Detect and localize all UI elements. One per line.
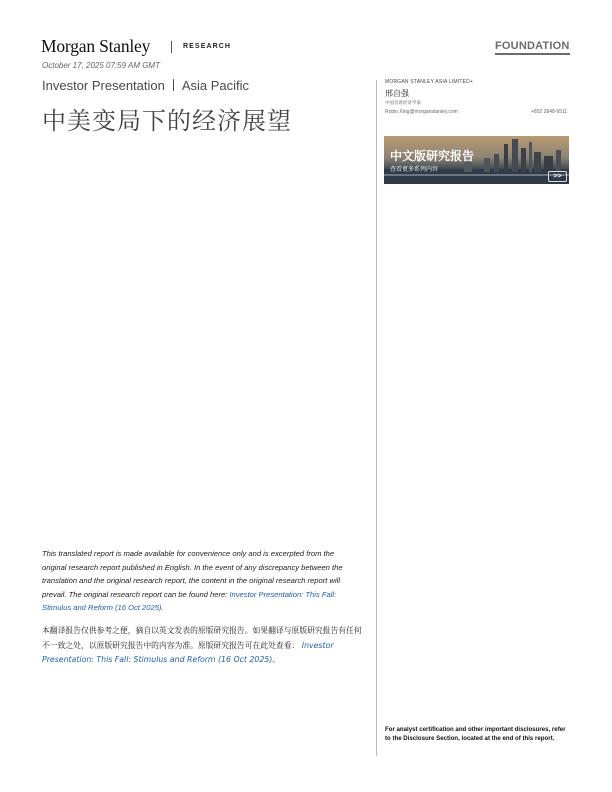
- report-region: Asia Pacific: [181, 78, 250, 93]
- subtitle-divider: [173, 79, 174, 91]
- disclosure-note: For analyst certification and other important disclosures, refer to the Disclosure Section, located at the end of this report.: [385, 726, 566, 742]
- series-badge: FOUNDATION: [495, 40, 570, 55]
- logo-divider: [171, 41, 172, 53]
- report-subtitle: [42, 78, 249, 93]
- analyst-entity: MORGAN STANLEY ASIA LIMITED+: [385, 79, 474, 85]
- analyst-name: 邢自强: [385, 89, 409, 98]
- original-report-link-en[interactable]: Investor Presentation: This Fall: Stimulus and Reform (16 Oct 2025): [42, 589, 337, 612]
- banner-title: 中文版研究报告: [390, 149, 475, 163]
- brand-logo: Morgan Stanley: [41, 36, 151, 56]
- disclaimer-english-text: This translated report is made available for convenience only and is excerpted from the original research report published in English. In the event of any discrepancy between the translation and the original research report, the content in the original research report will prevail. The original research report can be found here:: [42, 549, 343, 599]
- analyst-phone: +852 2848-6511: [531, 109, 568, 115]
- disclaimer-english-end: .: [161, 603, 164, 612]
- report-type: Investor Presentation: [42, 78, 165, 93]
- column-divider: [376, 80, 377, 756]
- banner-subtitle: 查看更多系列内容: [390, 166, 439, 173]
- disclaimer-chinese: [42, 624, 364, 668]
- analyst-role: 中国首席经济学家: [385, 101, 421, 106]
- page-title: 中美变局下的经济展望: [42, 107, 292, 135]
- analyst-email[interactable]: Robin.Xing@morganstanley.com: [385, 109, 458, 115]
- disclaimer-chinese-text: 本翻译报告仅供参考之便，摘自以英文发表的原版研究报告。如果翻译与原版研究报告有任何不一致之处，以原版研究报告中的内容为准。原版研究报告可在此处查看：: [42, 626, 362, 650]
- banner-arrow-button[interactable]: >>: [548, 171, 567, 182]
- chinese-reports-banner[interactable]: [384, 136, 569, 184]
- report-date: October 17, 2025 07:59 AM GMT: [42, 61, 160, 70]
- disclaimer-english: [42, 547, 360, 615]
- section-label: RESEARCH: [183, 43, 232, 50]
- disclaimer-chinese-end: 。: [272, 655, 281, 664]
- original-report-link-cn[interactable]: Investor Presentation: This Fall: Stimulus and Reform (16 Oct 2025): [42, 640, 334, 664]
